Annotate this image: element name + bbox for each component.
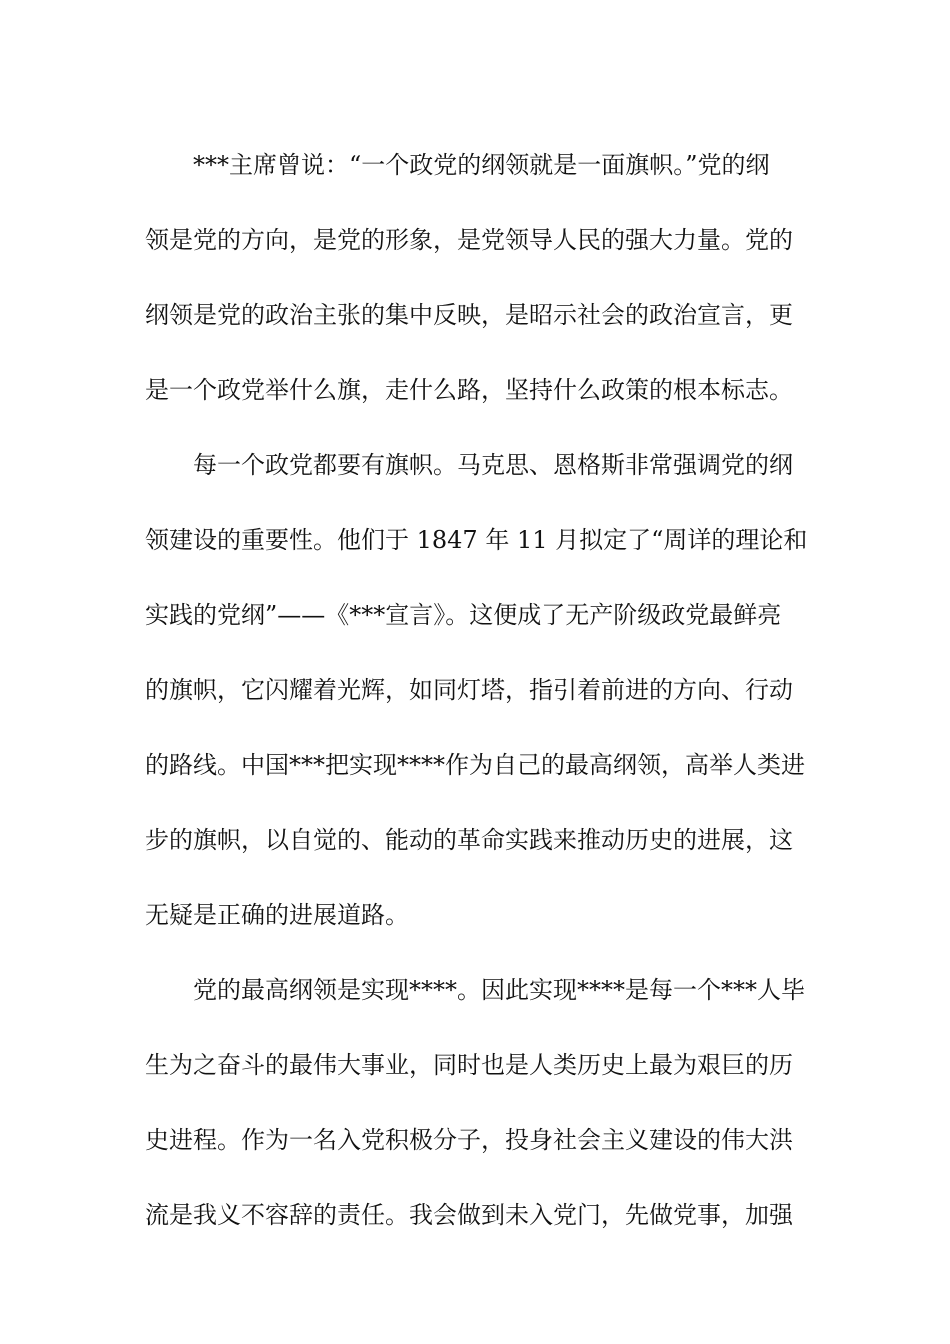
- text-line: 无疑是正确的进展道路。: [145, 901, 409, 929]
- document-body: [145, 128, 815, 1253]
- text-line: 流是我义不容辞的责任。我会做到未入党门，先做党事，加强: [145, 1201, 793, 1229]
- text-line: 的旗帜，它闪耀着光辉，如同灯塔，指引着前进的方向、行动: [145, 676, 793, 704]
- text-line: 生为之奋斗的最伟大事业，同时也是人类历史上最为艰巨的历: [145, 1051, 793, 1079]
- text-line: 步的旗帜，以自觉的、能动的革命实践来推动历史的进展，这: [145, 826, 793, 854]
- text-line: 每一个政党都要有旗帜。马克思、恩格斯非常强调党的纲: [193, 451, 793, 479]
- paragraph-1: [145, 128, 815, 428]
- text-line: 实践的党纲”——《***宣言》。这便成了无产阶级政党最鲜亮: [145, 601, 782, 629]
- text-line: ***主席曾说：“一个政党的纲领就是一面旗帜。”党的纲: [193, 151, 770, 179]
- paragraph-3: [145, 953, 815, 1253]
- paragraph-2: [145, 428, 815, 953]
- text-line: 的路线。中国***把实现****作为自己的最高纲领，高举人类进: [145, 751, 805, 779]
- text-line: 是一个政党举什么旗，走什么路，坚持什么政策的根本标志。: [145, 376, 793, 404]
- text-line: 纲领是党的政治主张的集中反映，是昭示社会的政治宣言，更: [145, 301, 793, 329]
- text-line: 史进程。作为一名入党积极分子，投身社会主义建设的伟大洪: [145, 1126, 793, 1154]
- text-line: 领是党的方向，是党的形象，是党领导人民的强大力量。党的: [145, 226, 793, 254]
- text-line: 领建设的重要性。他们于 1847 年 11 月拟定了“周详的理论和: [145, 526, 808, 554]
- text-line: 党的最高纲领是实现****。因此实现****是每一个***人毕: [193, 976, 805, 1004]
